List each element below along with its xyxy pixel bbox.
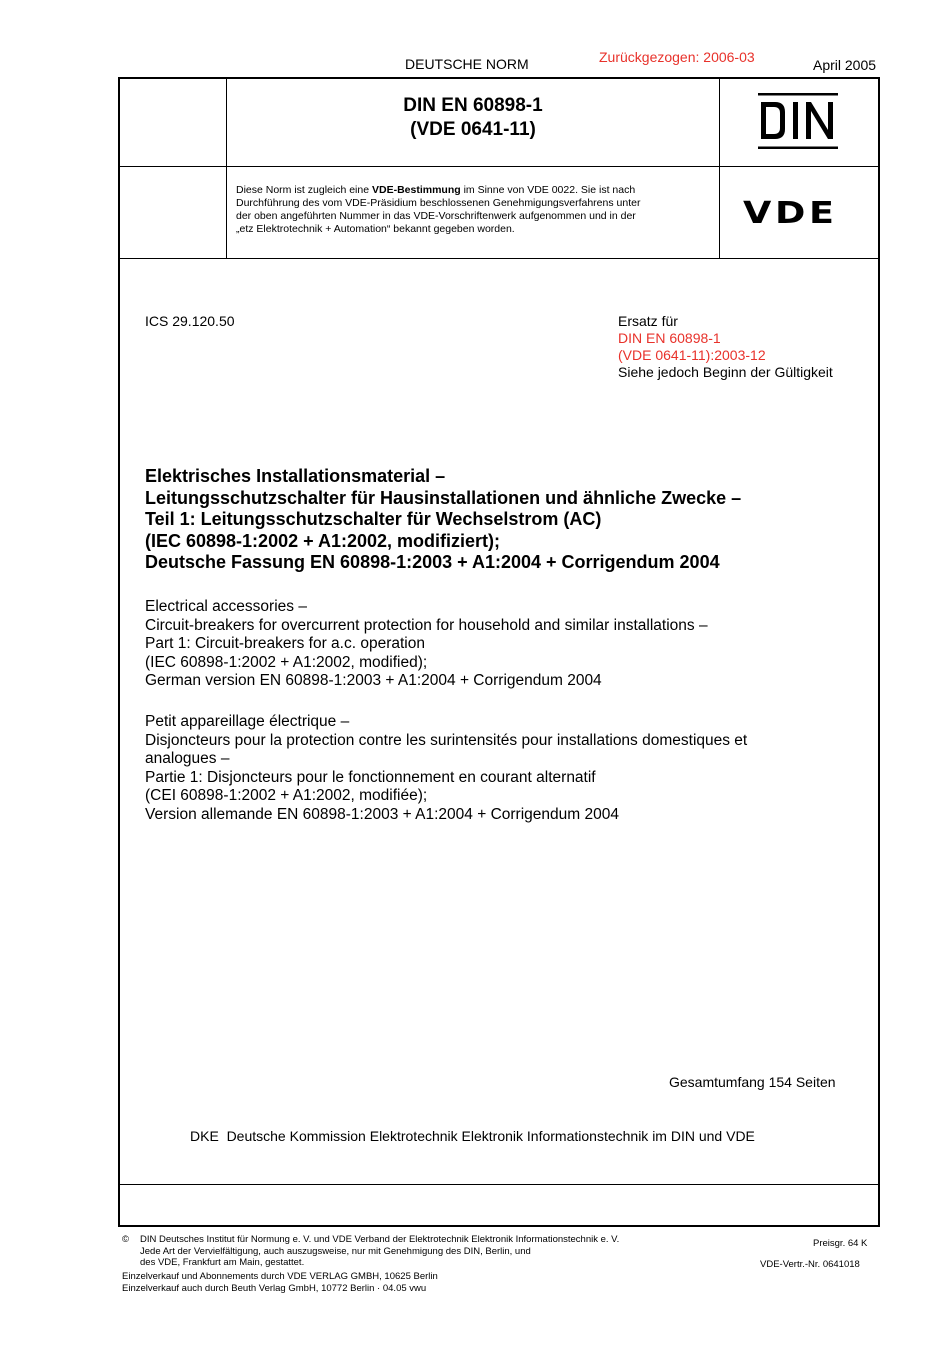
vde-sales-number: VDE-Vertr.-Nr. 0641018 — [760, 1259, 860, 1270]
validity-note: Siehe jedoch Beginn der Gültigkeit — [618, 364, 833, 380]
withdrawn-date: Zurückgezogen: 2006-03 — [599, 49, 755, 65]
ics-code: ICS 29.120.50 — [145, 313, 235, 329]
din-logo — [758, 93, 838, 149]
vde-bestimmung-term: VDE-Bestimmung — [371, 184, 461, 196]
replaced-vde: (VDE 0641-11):2003-12 — [618, 347, 766, 363]
din-number: DIN EN 60898-1 — [403, 95, 543, 116]
divider — [118, 258, 880, 259]
title-english: Electrical accessories – Circuit-breakers for overcurrent protection for household and similar installations – Part 1: Circuit-breakers for a.c. operation (IEC 60898-1:2002 + A1:2002, modified); German version EN 60898-1:2003 + A1:2004 + Corrigendum 2004 — [145, 598, 708, 689]
copyright-notice: DIN Deutsches Institut für Normung e. V. und VDE Verband der Elektrotechnik Elektronik Informationstechnik e. V. Jede Art der Vervielfältigung, auch auszugsweise, nur mit Genehmigung des DIN, Berlin, und des VDE, Frankfurt am Main, gestattet. — [140, 1234, 620, 1268]
sales-info: Einzelverkauf und Abonnements durch VDE VERLAG GMBH, 10625 Berlin Einzelverkauf auch durch Beuth Verlag GmbH, 10772 Berlin · 04.05 vwu — [122, 1271, 438, 1294]
din-logo-text: DIN — [798, 123, 800, 124]
divider — [118, 166, 880, 167]
divider — [118, 1184, 880, 1185]
divider — [719, 77, 720, 258]
document-type: DEUTSCHE NORM — [405, 56, 529, 72]
copyright-symbol: © — [122, 1234, 129, 1245]
replacement-label: Ersatz für — [618, 313, 678, 329]
title-german: Elektrisches Installationsmaterial – Leitungsschutzschalter für Hausinstallationen und ähnliche Zwecke – Teil 1: Leitungsschutzschalter für Wechselstrom (AC) (IEC 60898-1:2002 + A1:2002, modifiziert); Deutsche Fassung EN 60898-1:2003 + A1:2004 + Corrigendum 2004 — [145, 466, 742, 572]
publication-date: April 2005 — [813, 57, 877, 73]
standard-number — [227, 94, 719, 142]
title-french: Petit appareillage électrique – Disjoncteurs pour la protection contre les surintensités pour installations domestiques et analogues – Partie 1: Disjoncteurs pour le fonctionnement en courant alternatif (CEI 60898-1:2002 + A1:2002, modifiée); Version allemande EN 60898-1:2003 + A1:2004 + Corrigendum 2004 — [145, 713, 748, 823]
total-pages: Gesamtumfang 154 Seiten — [669, 1074, 836, 1090]
vde-logo: VDE — [743, 196, 838, 231]
price-group: Preisgr. 64 K — [813, 1238, 868, 1249]
replacement-info — [618, 313, 833, 381]
vde-number: (VDE 0641-11) — [410, 119, 536, 140]
vde-determination-note: Diese Norm ist zugleich eine VDE-Bestimmung im Sinne von VDE 0022. Sie ist nach Durchführung des vom VDE-Präsidium beschlossenen Genehmigungsverfahrens unter der oben angeführten Nummer in das VDE-Vorschriftenwerk aufgenommen und in der „etz Elektrotechnik + Automation“ bekannt gegeben worden. — [236, 184, 641, 235]
dke-line: DKE Deutsche Kommission Elektrotechnik Elektronik Informationstechnik im DIN und VDE — [190, 1128, 755, 1144]
din-logo-graphic — [758, 93, 838, 149]
replaced-din: DIN EN 60898-1 — [618, 330, 721, 346]
